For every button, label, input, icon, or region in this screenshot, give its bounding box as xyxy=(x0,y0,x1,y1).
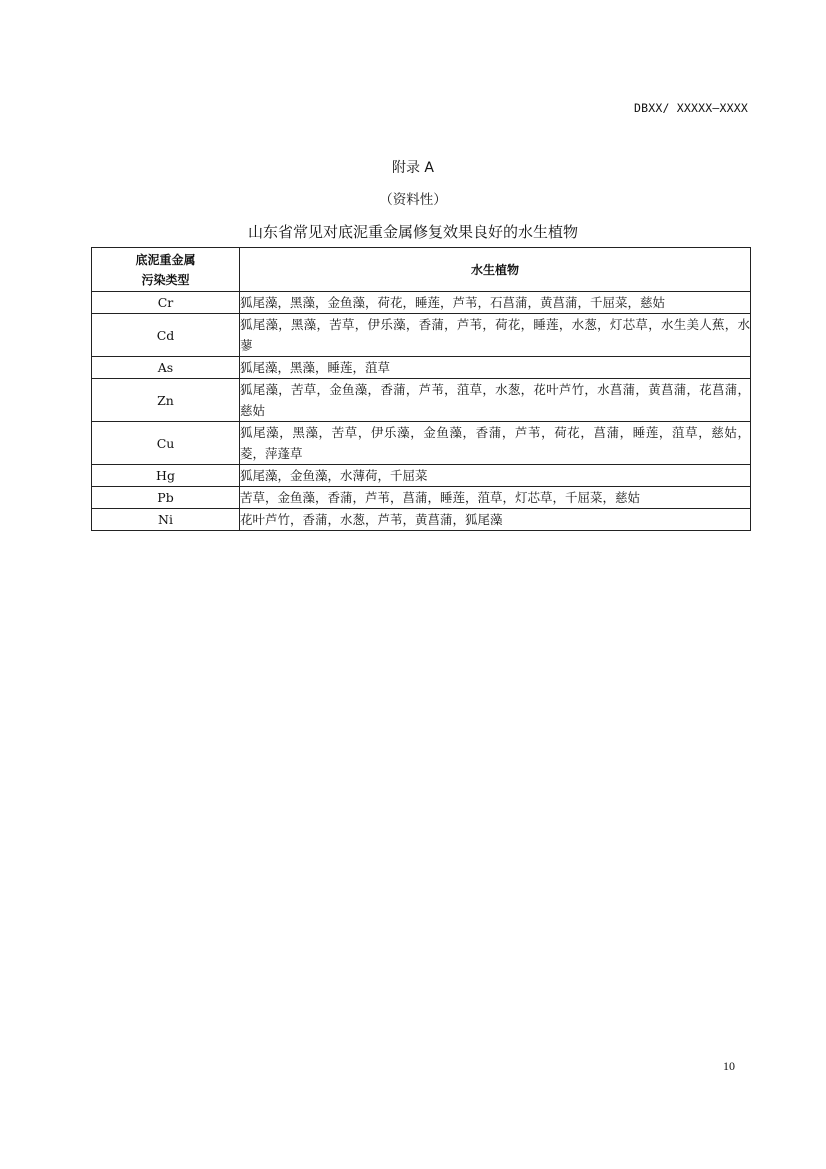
table-row xyxy=(92,422,751,465)
metal-cell: Cr xyxy=(92,292,240,314)
appendix-subtitle: （资料性） xyxy=(379,192,447,208)
appendix-title: 附录 A xyxy=(391,160,435,176)
table-row xyxy=(92,509,751,531)
metal-cell: As xyxy=(92,357,240,379)
plants-cell: 苦草，金鱼藻，香蒲，芦苇，菖蒲，睡莲，菹草，灯芯草，千屈菜，慈姑 xyxy=(240,487,751,509)
metal-cell: Zn xyxy=(92,379,240,422)
metal-cell: Hg xyxy=(92,465,240,487)
plants-cell: 狐尾藻，金鱼藻，水薄荷，千屈菜 xyxy=(240,465,751,487)
plants-cell: 狐尾藻，黑藻，睡莲，菹草 xyxy=(240,357,751,379)
table-row xyxy=(92,465,751,487)
column-header-metal-line1: 底泥重金属 xyxy=(135,252,196,267)
table-caption: 山东省常见对底泥重金属修复效果良好的水生植物 xyxy=(247,223,578,241)
plants-cell: 狐尾藻，黑藻，金鱼藻，荷花，睡莲，芦苇，石菖蒲，黄菖蒲，千屈菜，慈姑 xyxy=(240,292,751,314)
table-header-row xyxy=(92,248,751,292)
metal-cell: Pb xyxy=(92,487,240,509)
plants-cell: 花叶芦竹，香蒲，水葱，芦苇，黄菖蒲，狐尾藻 xyxy=(240,509,751,531)
table-row xyxy=(92,379,751,422)
column-header-metal xyxy=(92,248,240,292)
table-row xyxy=(92,487,751,509)
plants-cell: 狐尾藻，黑藻，苦草，伊乐藻，金鱼藻，香蒲，芦苇，荷花，菖蒲，睡莲，菹草，慈姑，菱，萍蓬草 xyxy=(240,422,751,465)
plants-cell: 狐尾藻，苦草，金鱼藻，香蒲，芦苇，菹草，水葱，花叶芦竹，水菖蒲，黄菖蒲，花菖蒲，慈姑 xyxy=(240,379,751,422)
metal-cell: Ni xyxy=(92,509,240,531)
table-row xyxy=(92,314,751,357)
plants-table xyxy=(91,247,751,531)
plants-cell: 狐尾藻，黑藻，苦草，伊乐藻，香蒲，芦苇，荷花，睡莲，水葱，灯芯草，水生美人蕉，水蓼 xyxy=(240,314,751,357)
column-header-plants: 水生植物 xyxy=(240,248,751,292)
document-code: DBXX/ XXXXX—XXXX xyxy=(634,101,748,115)
column-header-metal-line2: 污染类型 xyxy=(141,272,190,287)
metal-cell: Cd xyxy=(92,314,240,357)
table-row xyxy=(92,357,751,379)
page-number: 10 xyxy=(723,1059,735,1073)
table-row xyxy=(92,292,751,314)
metal-cell: Cu xyxy=(92,422,240,465)
